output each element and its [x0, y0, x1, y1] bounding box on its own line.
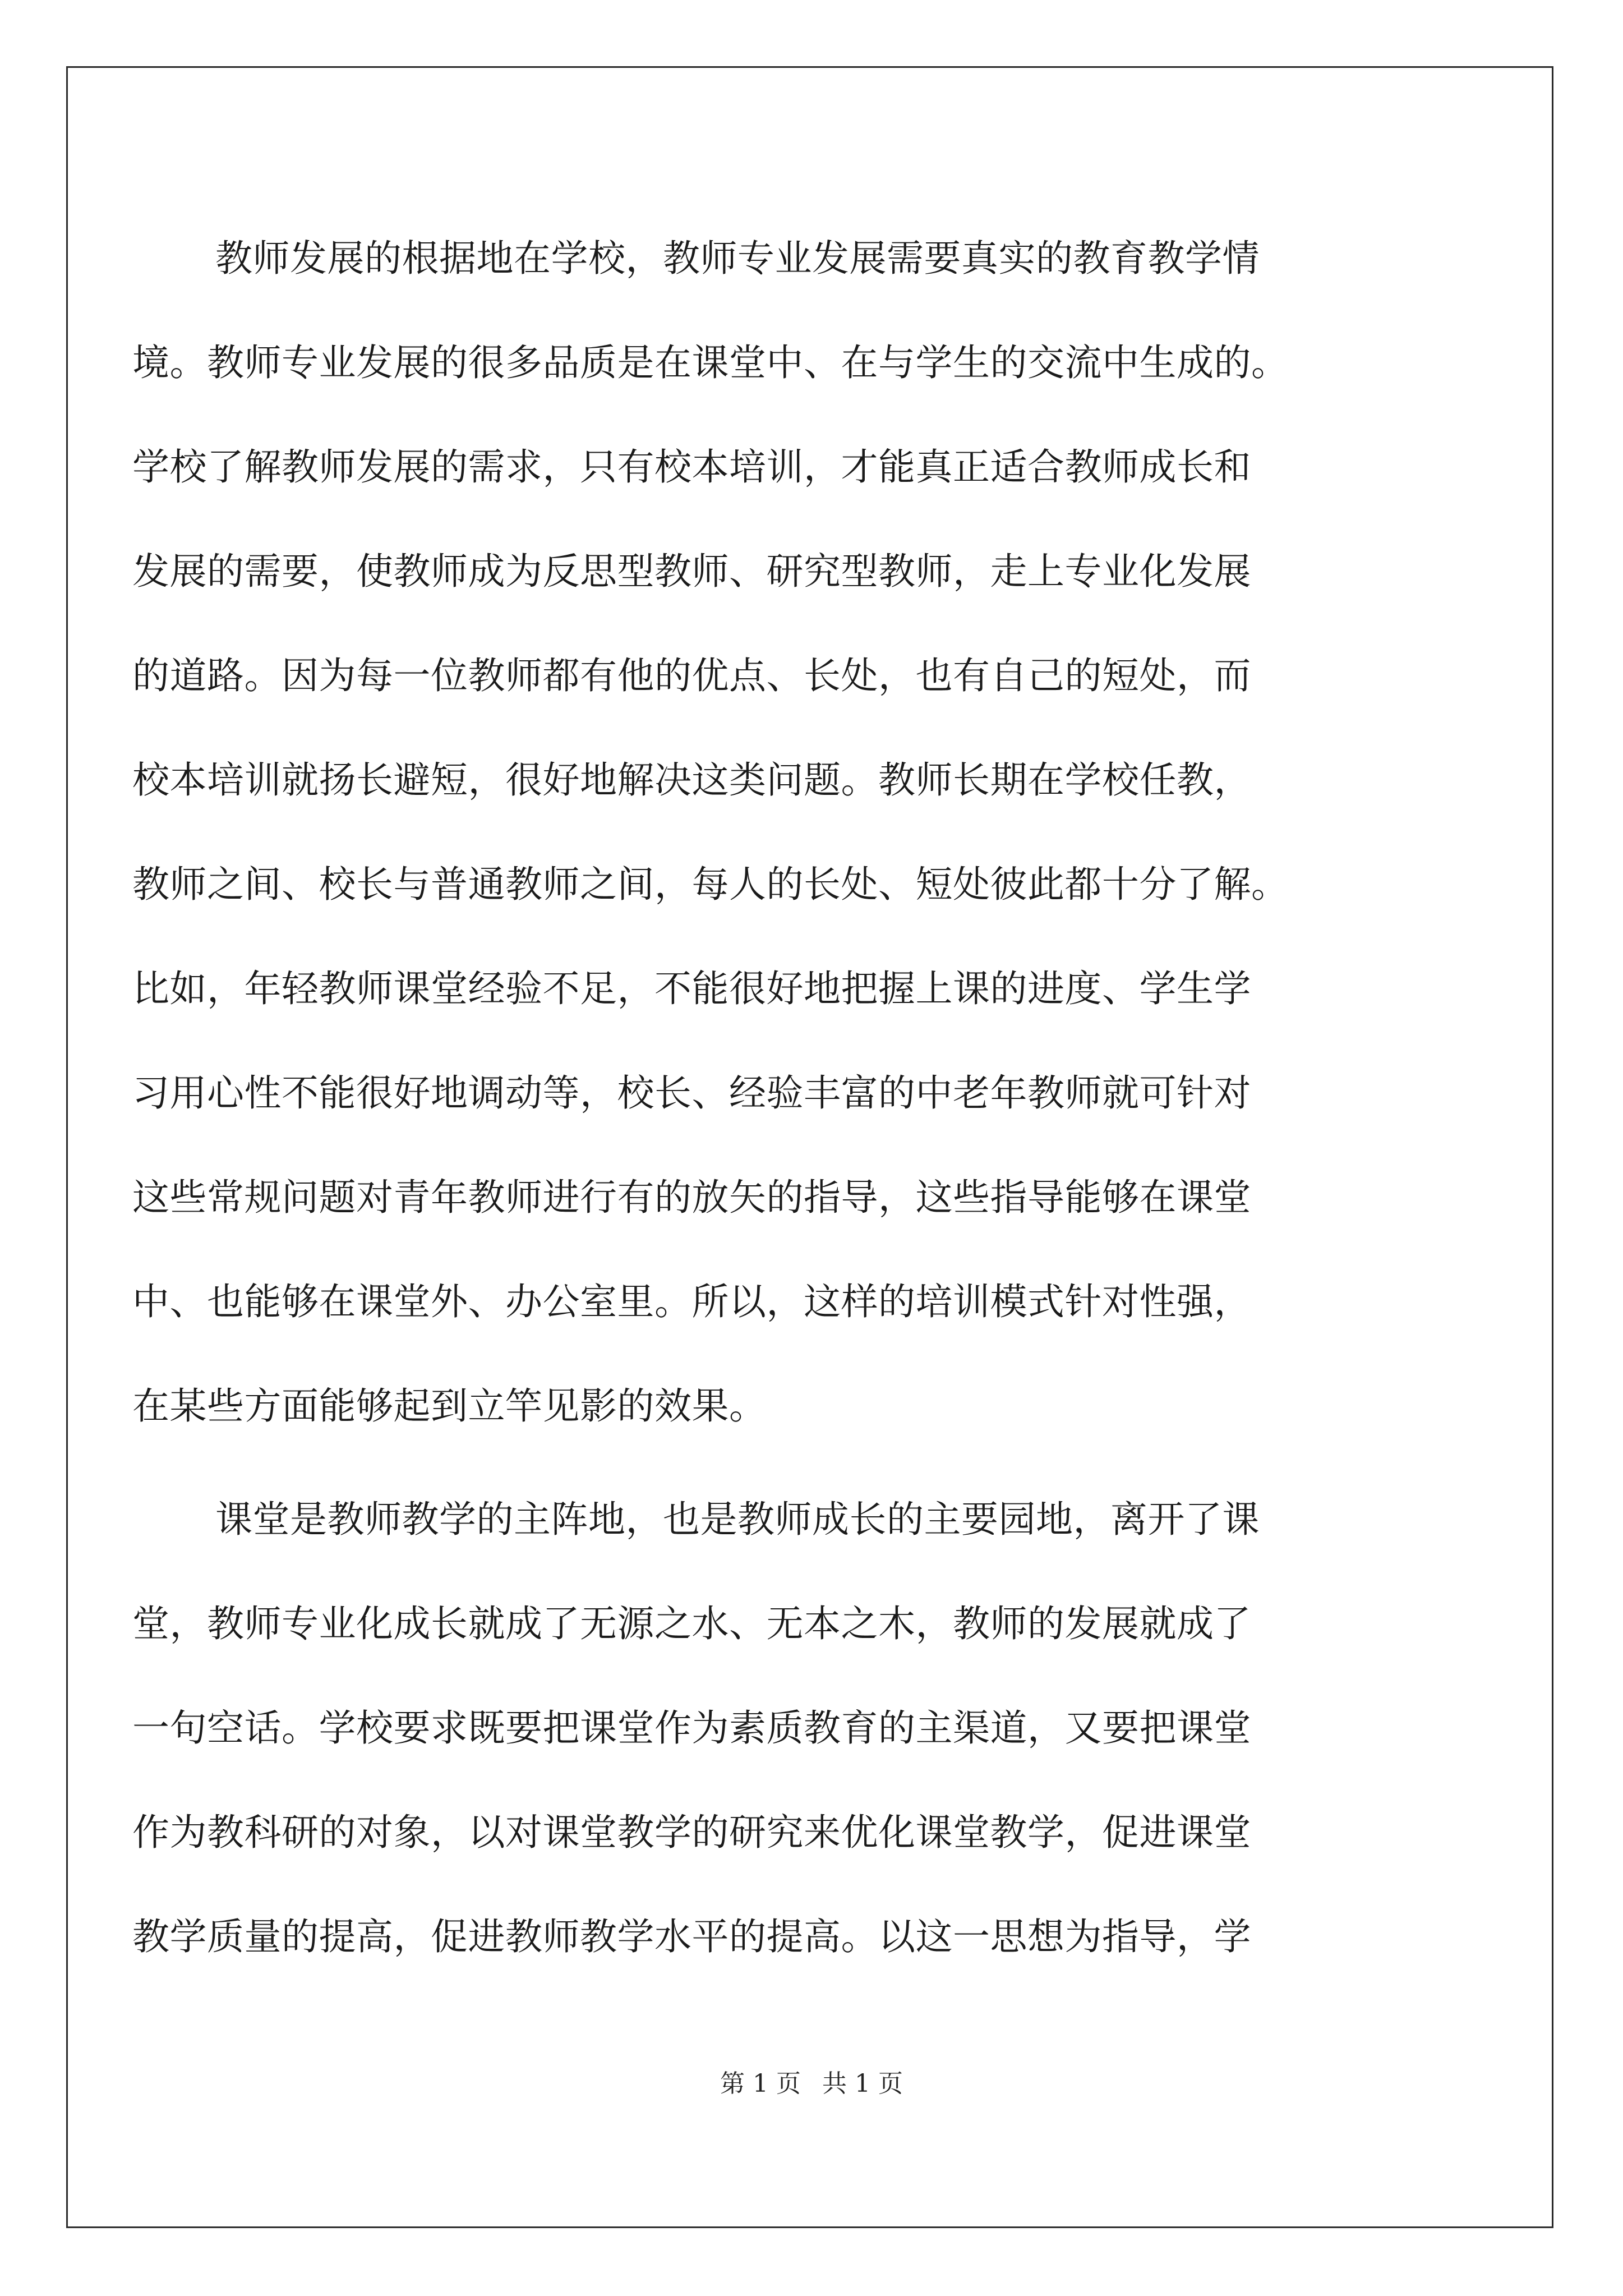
text-line: 课堂是教师教学的主阵地，也是教师成长的主要园地，离开了课 — [215, 1498, 1260, 1541]
text-line: 一句空话。学校要求既要把课堂作为素质教育的主渠道，又要把课堂 — [132, 1706, 1251, 1750]
text-line: 教师之间、校长与普通教师之间，每人的长处、短处彼此都十分了解。 — [132, 863, 1289, 906]
text-line: 学校了解教师发展的需求，只有校本培训，才能真正适合教师成长和 — [132, 445, 1251, 489]
text-line: 境。教师专业发展的很多品质是在课堂中、在与学生的交流中生成的。 — [132, 341, 1289, 384]
page-footer — [0, 2063, 1623, 2099]
text-line: 在某些方面能够起到立竿见影的效果。 — [132, 1384, 767, 1428]
text-line: 校本培训就扬长避短，很好地解决这类问题。教师长期在学校任教， — [132, 758, 1251, 802]
text-line: 作为教科研的对象，以对课堂教学的研究来优化课堂教学，促进课堂 — [132, 1811, 1251, 1854]
text-line: 比如，年轻教师课堂经验不足，不能很好地把握上课的进度、学生学 — [132, 967, 1251, 1010]
text-line: 中、也能够在课堂外、办公室里。所以，这样的培训模式针对性强， — [132, 1280, 1251, 1323]
text-line: 教师发展的根据地在学校，教师专业发展需要真实的教育教学情 — [215, 237, 1260, 280]
text-line: 习用心性不能很好地调动等，校长、经验丰富的中老年教师就可针对 — [132, 1071, 1251, 1115]
text-line: 发展的需要，使教师成为反思型教师、研究型教师，走上专业化发展 — [132, 550, 1251, 593]
text-line: 这些常规问题对青年教师进行有的放矢的指导，这些指导能够在课堂 — [132, 1176, 1251, 1219]
page-number-total: 共 1 页 — [822, 2069, 903, 2098]
text-line: 教学质量的提高，促进教师教学水平的提高。以这一思想为指导，学 — [132, 1915, 1251, 1958]
text-line: 堂，教师专业化成长就成了无源之水、无本之木，教师的发展就成了 — [132, 1602, 1251, 1645]
text-line: 的道路。因为每一位教师都有他的优点、长处，也有自己的短处，而 — [132, 654, 1251, 697]
page-number-current: 第 1 页 — [720, 2069, 801, 2098]
